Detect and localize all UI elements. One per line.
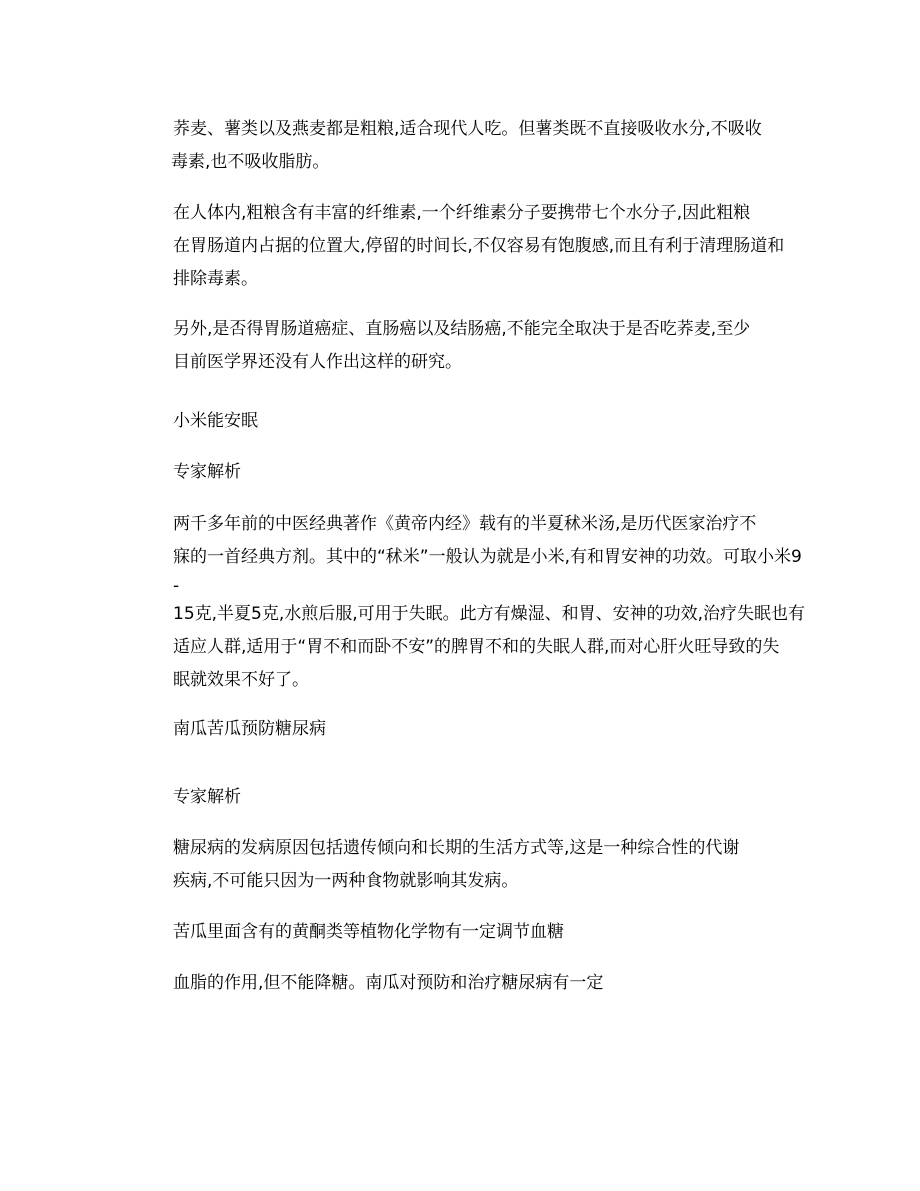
heading-expert-analysis: 专家解析 xyxy=(173,462,241,482)
paragraph-pumpkin: 血脂的作用,但不能降糖。南瓜对预防和治疗糖尿病有一定 xyxy=(173,973,604,993)
text-line: 寐的一首经典方剂。其中的“秫米”一般认为就是小米,有和胃安神的功效。可取小米9 xyxy=(173,547,802,567)
heading-expert-analysis-2: 专家解析 xyxy=(173,787,241,807)
text-line: 两千多年前的中医经典著作《黄帝内经》载有的半夏秫米汤,是历代医家治疗不 xyxy=(173,514,757,534)
text-line: 毒素,也不吸收脂肪。 xyxy=(171,152,330,172)
text-line: 排除毒素。 xyxy=(173,269,258,289)
paragraph-bitter-melon: 苦瓜里面含有的黄酮类等植物化学物有一定调节血糖 xyxy=(173,922,564,942)
text-line: 疾病,不可能只因为一两种食物就影响其发病。 xyxy=(173,871,519,891)
text-line: 眠就效果不好了。 xyxy=(173,670,309,690)
text-line: 在胃肠道内占据的位置大,停留的时间长,不仅容易有饱腹感,而且有利于清理肠道和 xyxy=(173,236,785,256)
paragraph-cancer xyxy=(173,313,773,379)
paragraph-diabetes-causes xyxy=(173,832,773,898)
text-line: 在人体内,粗粮含有丰富的纤维素,一个纤维素分子要携带七个水分子,因此粗粮 xyxy=(173,203,751,223)
text-line: 另外,是否得胃肠道癌症、直肠癌以及结肠癌,不能完全取决于是否吃荞麦,至少 xyxy=(173,319,751,339)
text-line: 糖尿病的发病原因包括遗传倾向和长期的生活方式等,这是一种综合性的代谢 xyxy=(173,838,740,858)
text-line: 15克,半夏5克,水煎后服,可用于失眠。此方有燥湿、和胃、安神的功效,治疗失眠也有 xyxy=(173,604,806,624)
text-line: - xyxy=(173,576,180,596)
text-line: 荞麦、薯类以及燕麦都是粗粮,适合现代人吃。但薯类既不直接吸收水分,不吸收 xyxy=(173,119,762,139)
paragraph-buckwheat-coarse-grains xyxy=(173,113,773,179)
heading-pumpkin-bitter-melon: 南瓜苦瓜预防糖尿病 xyxy=(173,719,326,739)
paragraph-fiber xyxy=(173,197,785,296)
text-line: 目前医学界还没有人作出这样的研究。 xyxy=(173,352,462,372)
paragraph-millet-recipe xyxy=(173,508,806,697)
text-line: 适应人群,适用于“胃不和而卧不安”的脾胃不和的失眠人群,而对心肝火旺导致的失 xyxy=(173,637,780,657)
heading-millet-sleep: 小米能安眠 xyxy=(173,411,258,431)
